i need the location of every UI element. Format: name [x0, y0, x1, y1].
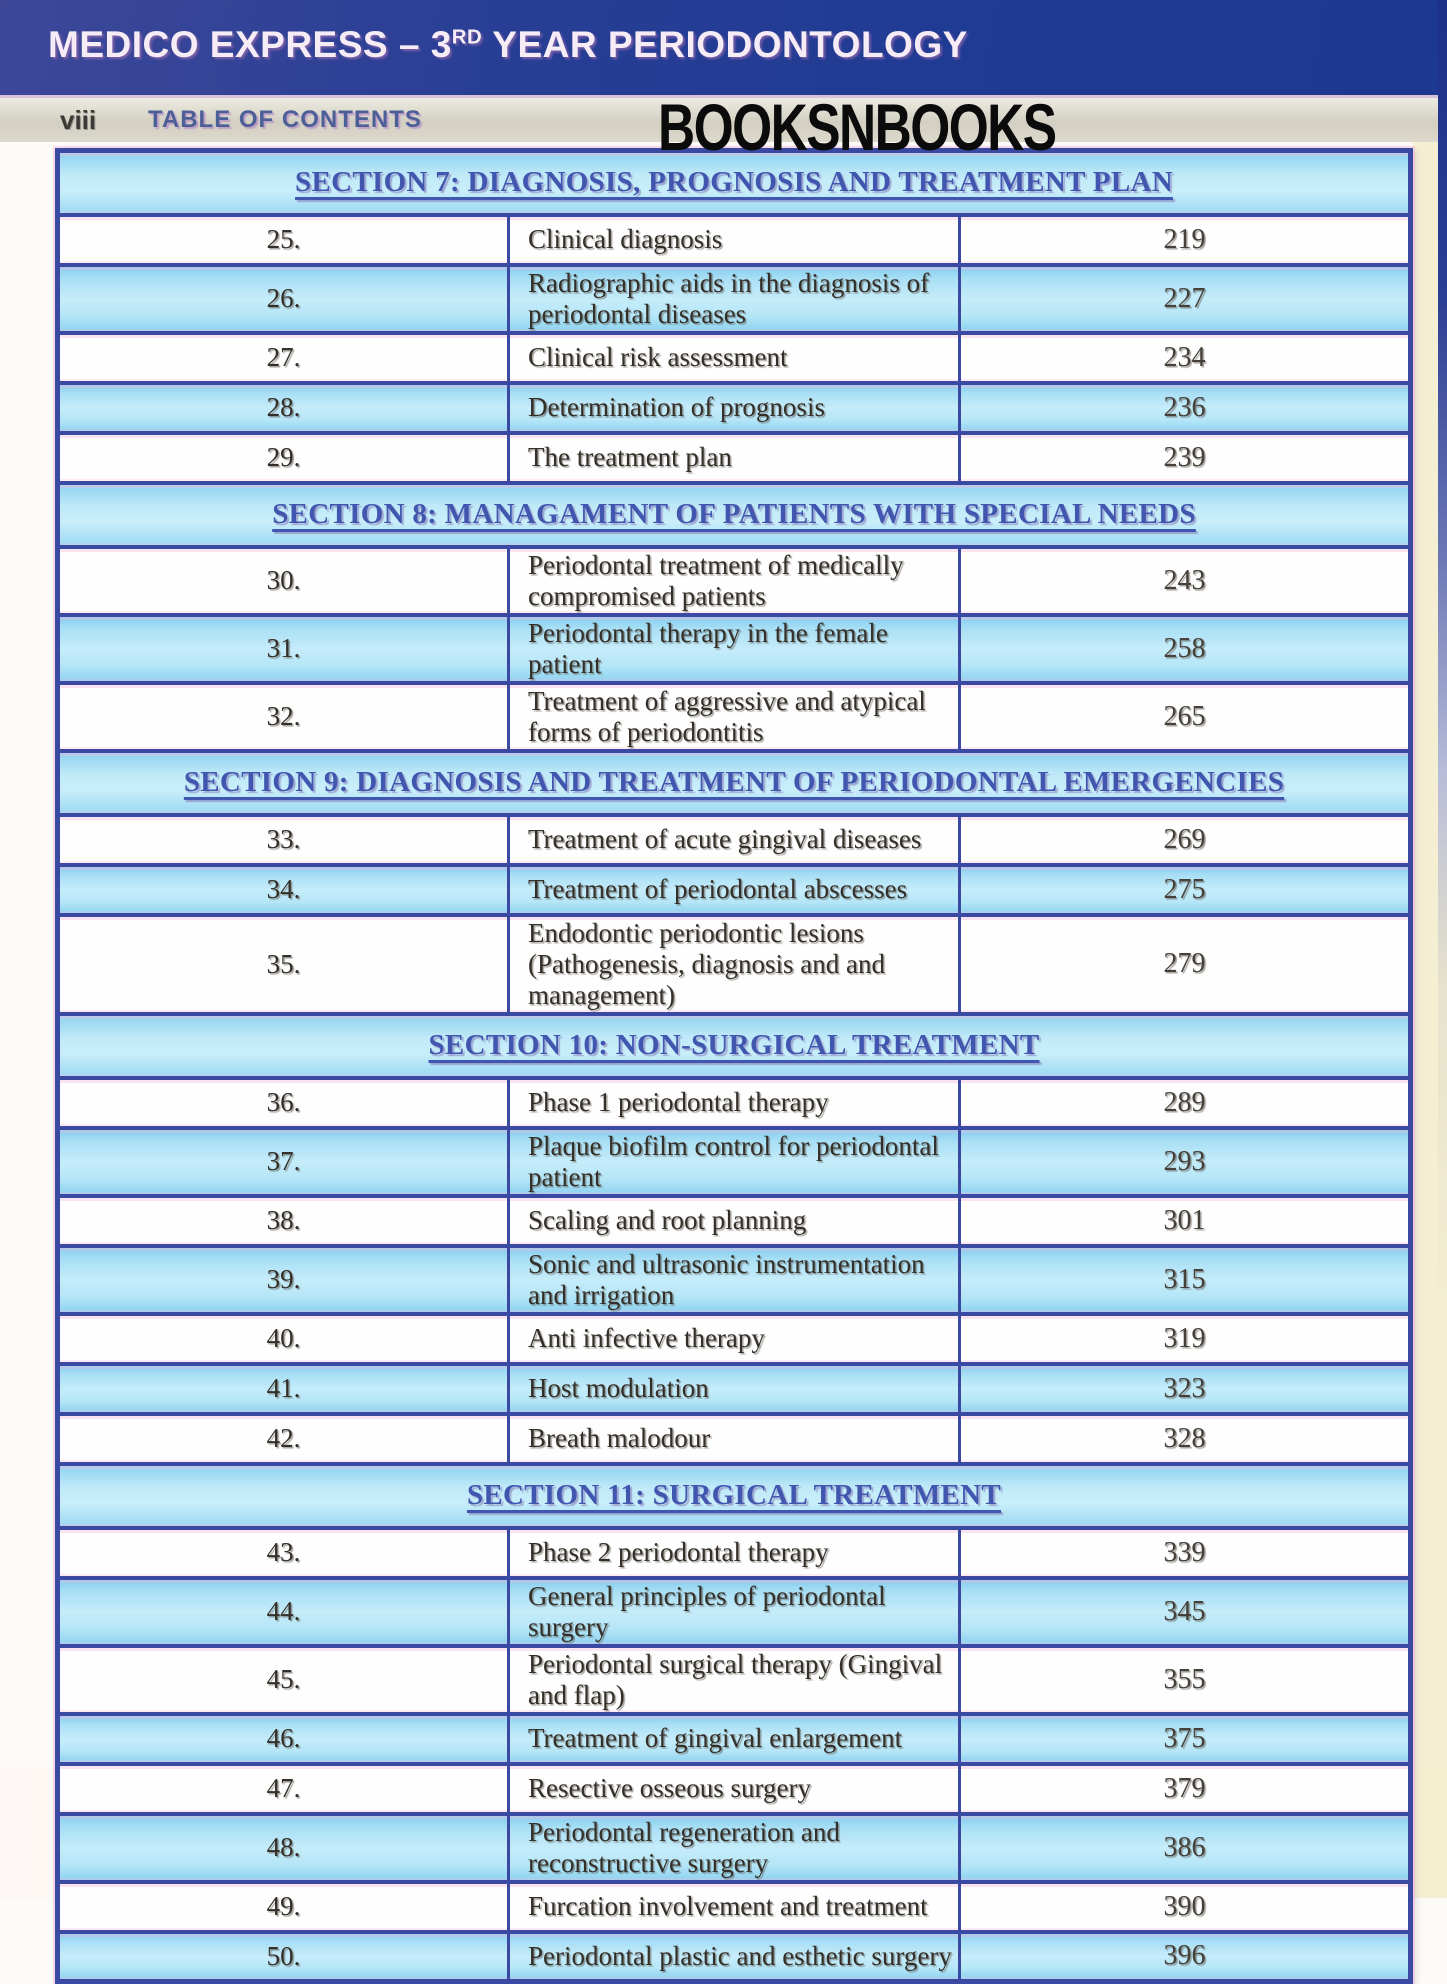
- toc-entry-number-cell: [58, 215, 509, 265]
- toc-entry-number-cell: [58, 1764, 509, 1814]
- toc-entry-row: [58, 1128, 1411, 1196]
- toc-entry-number: 29.: [266, 442, 301, 472]
- toc-section-cell: [58, 483, 1411, 547]
- toc-entry-title: Furcation involvement and treatment: [528, 1891, 928, 1921]
- toc-entry-page-cell: [960, 383, 1411, 433]
- toc-entry-page-cell: [960, 433, 1411, 483]
- toc-entry-page: 319: [1163, 1322, 1206, 1354]
- toc-entry-page-cell: [960, 1764, 1411, 1814]
- toc-entry-title: Periodontal regeneration and reconstructive surgery: [528, 1816, 840, 1878]
- toc-entry-title: Endodontic periodontic lesions (Pathogenesis, diagnosis and and management): [528, 917, 885, 1010]
- toc-entry-title-cell: [509, 915, 960, 1014]
- toc-section-title: SECTION 8: MANAGAMENT OF PATIENTS WITH SPECIAL NEEDS: [272, 498, 1196, 530]
- toc-entry-title-cell: [509, 1364, 960, 1414]
- toc-entry-number-cell: [58, 1714, 509, 1764]
- toc-entry-title: Phase 2 periodontal therapy: [528, 1537, 829, 1567]
- toc-entry-page: 227: [1163, 282, 1206, 314]
- toc-entry-page: 234: [1163, 341, 1206, 373]
- toc-entry-row: [58, 1814, 1411, 1882]
- toc-entry-number-cell: [58, 1364, 509, 1414]
- toc-section-row: [58, 1464, 1411, 1528]
- toc-entry-page-cell: [960, 215, 1411, 265]
- toc-entry-page-cell: [960, 265, 1411, 333]
- toc-entry-title-cell: [509, 215, 960, 265]
- toc-entry-row: [58, 815, 1411, 865]
- toc-entry-number: 48.: [266, 1832, 301, 1862]
- toc-entry-title: Periodontal surgical therapy (Gingival and flap): [528, 1648, 943, 1710]
- toc-entry-title: Phase 1 periodontal therapy: [528, 1087, 829, 1117]
- toc-entry-title: The treatment plan: [528, 442, 732, 472]
- toc-entry-number: 26.: [266, 283, 301, 313]
- toc-entry-number: 25.: [266, 224, 301, 254]
- toc-entry-title: Sonic and ultrasonic instrumentation and irrigation: [528, 1248, 925, 1310]
- toc-entry-page-cell: [960, 1578, 1411, 1646]
- toc-entry-number: 39.: [266, 1264, 301, 1294]
- toc-entry-number: 49.: [266, 1891, 301, 1921]
- toc-entry-page: 379: [1163, 1772, 1206, 1804]
- toc-entry-page-cell: [960, 1078, 1411, 1128]
- toc-entry-number-cell: [58, 1246, 509, 1314]
- toc-entry-row: [58, 1414, 1411, 1464]
- toc-entry-number: 41.: [266, 1373, 301, 1403]
- toc-entry-title-cell: [509, 615, 960, 683]
- toc-entry-page: 239: [1163, 441, 1206, 473]
- toc-entry-page: 375: [1163, 1722, 1206, 1754]
- toc-entry-page-cell: [960, 1364, 1411, 1414]
- toc-entry-title-cell: [509, 1882, 960, 1932]
- toc-entry-number-cell: [58, 383, 509, 433]
- toc-entry-title-cell: [509, 547, 960, 615]
- toc-entry-number-cell: [58, 547, 509, 615]
- toc-entry-page-cell: [960, 1646, 1411, 1714]
- toc-entry-title: Treatment of periodontal abscesses: [528, 874, 908, 904]
- toc-table: [55, 148, 1413, 1984]
- toc-entry-title: Determination of prognosis: [528, 392, 825, 422]
- toc-entry-title: Breath malodour: [528, 1423, 711, 1453]
- toc-entry-page-cell: [960, 1196, 1411, 1246]
- toc-entry-row: [58, 1578, 1411, 1646]
- toc-entry-row: [58, 333, 1411, 383]
- book-title-pre: MEDICO EXPRESS – 3: [48, 24, 452, 65]
- toc-entry-title: Treatment of acute gingival diseases: [528, 824, 922, 854]
- toc-entry-row: [58, 865, 1411, 915]
- toc-entry-title-cell: [509, 1714, 960, 1764]
- toc-section-cell: [58, 1464, 1411, 1528]
- toc-entry-page: 328: [1163, 1422, 1206, 1454]
- toc-entry-page: 293: [1163, 1145, 1206, 1177]
- toc-entry-row: [58, 615, 1411, 683]
- toc-entry-number-cell: [58, 1646, 509, 1714]
- toc-entry-page-cell: [960, 1128, 1411, 1196]
- toc-entry-page-cell: [960, 1814, 1411, 1882]
- toc-entry-row: [58, 1646, 1411, 1714]
- toc-entry-title: General principles of periodontal surgery: [528, 1580, 886, 1642]
- toc-entry-row: [58, 1932, 1411, 1982]
- page-number-roman: viii: [60, 105, 97, 135]
- toc-entry-number: 40.: [266, 1323, 301, 1353]
- toc-entry-title: Radiographic aids in the diagnosis of periodontal diseases: [528, 267, 930, 329]
- toc-section-title: SECTION 11: SURGICAL TREATMENT: [466, 1479, 1002, 1511]
- toc-entry-number: 31.: [266, 633, 301, 663]
- toc-entry-page: 243: [1163, 564, 1206, 596]
- toc-entry-title: Periodontal treatment of medically compromised patients: [528, 549, 904, 611]
- toc-entry-number-cell: [58, 1814, 509, 1882]
- book-spine-edge-shadow: [1438, 0, 1447, 1330]
- toc-entry-row: [58, 433, 1411, 483]
- toc-entry-number: 33.: [266, 824, 301, 854]
- toc-table-body: [58, 151, 1411, 1982]
- toc-entry-row: [58, 265, 1411, 333]
- toc-entry-number: 32.: [266, 701, 301, 731]
- toc-entry-row: [58, 1528, 1411, 1578]
- toc-entry-number-cell: [58, 1128, 509, 1196]
- toc-section-row: [58, 751, 1411, 815]
- toc-entry-row: [58, 1764, 1411, 1814]
- toc-entry-page-cell: [960, 1314, 1411, 1364]
- toc-entry-number: 30.: [266, 565, 301, 595]
- toc-entry-page: 396: [1163, 1940, 1206, 1972]
- toc-entry-page-cell: [960, 1246, 1411, 1314]
- toc-entry-title-cell: [509, 383, 960, 433]
- toc-section-cell: [58, 1014, 1411, 1078]
- toc-entry-number: 42.: [266, 1423, 301, 1453]
- toc-entry-page-cell: [960, 1714, 1411, 1764]
- toc-section-title: SECTION 10: NON-SURGICAL TREATMENT: [428, 1029, 1040, 1061]
- toc-entry-title: Anti infective therapy: [528, 1323, 765, 1353]
- toc-entry-row: [58, 383, 1411, 433]
- toc-entry-row: [58, 683, 1411, 751]
- toc-entry-title: Plaque biofilm control for periodontal patient: [528, 1130, 939, 1192]
- toc-entry-page: 269: [1163, 823, 1206, 855]
- toc-entry-page: 301: [1163, 1204, 1206, 1236]
- toc-entry-row: [58, 1078, 1411, 1128]
- toc-entry-title-cell: [509, 1246, 960, 1314]
- toc-entry-title: Clinical risk assessment: [528, 342, 788, 372]
- toc-entry-row: [58, 215, 1411, 265]
- toc-entry-page: 323: [1163, 1372, 1206, 1404]
- toc-entry-title: Host modulation: [528, 1373, 709, 1403]
- toc-entry-title-cell: [509, 865, 960, 915]
- toc-entry-number: 27.: [266, 342, 301, 372]
- toc-entry-page-cell: [960, 1414, 1411, 1464]
- toc-entry-title: Clinical diagnosis: [528, 224, 723, 254]
- toc-entry-title-cell: [509, 683, 960, 751]
- toc-entry-number-cell: [58, 915, 509, 1014]
- toc-entry-number: 47.: [266, 1773, 301, 1803]
- toc-entry-number: 38.: [266, 1205, 301, 1235]
- toc-entry-number-cell: [58, 265, 509, 333]
- toc-entry-number-cell: [58, 815, 509, 865]
- toc-entry-page-cell: [960, 333, 1411, 383]
- toc-entry-number-cell: [58, 1528, 509, 1578]
- toc-entry-title: Treatment of aggressive and atypical forms of periodontitis: [528, 685, 926, 747]
- table-of-contents-label: TABLE OF CONTENTS: [148, 106, 422, 133]
- toc-entry-title-cell: [509, 1814, 960, 1882]
- toc-entry-row: [58, 547, 1411, 615]
- toc-entry-page: 265: [1163, 700, 1206, 732]
- toc-entry-title: Periodontal therapy in the female patient: [528, 617, 888, 679]
- toc-entry-page: 339: [1163, 1536, 1206, 1568]
- toc-entry-number: 44.: [266, 1596, 301, 1626]
- toc-entry-page: 279: [1163, 948, 1206, 979]
- toc-entry-row: [58, 915, 1411, 1014]
- toc-entry-number: 35.: [266, 948, 301, 979]
- toc-entry-row: [58, 1714, 1411, 1764]
- toc-entry-number: 34.: [266, 874, 301, 904]
- toc-entry-title-cell: [509, 1314, 960, 1364]
- toc-entry-title-cell: [509, 1764, 960, 1814]
- toc-entry-title-cell: [509, 1528, 960, 1578]
- toc-entry-number-cell: [58, 865, 509, 915]
- toc-entry-title-cell: [509, 1932, 960, 1982]
- toc-entry-title-cell: [509, 1578, 960, 1646]
- toc-entry-page: 390: [1163, 1890, 1206, 1922]
- toc-entry-title-cell: [509, 1128, 960, 1196]
- book-header-banner: [0, 0, 1447, 98]
- toc-entry-number-cell: [58, 1414, 509, 1464]
- toc-entry-title-cell: [509, 1196, 960, 1246]
- toc-entry-number-cell: [58, 1078, 509, 1128]
- toc-entry-page: 258: [1163, 632, 1206, 664]
- toc-entry-row: [58, 1882, 1411, 1932]
- toc-entry-number: 43.: [266, 1537, 301, 1567]
- toc-entry-page-cell: [960, 1882, 1411, 1932]
- book-title-post: YEAR PERIODONTOLOGY: [482, 24, 968, 65]
- toc-section-row: [58, 1014, 1411, 1078]
- toc-entry-number: 28.: [266, 392, 301, 422]
- toc-entry-number: 36.: [266, 1087, 301, 1117]
- toc-entry-title-cell: [509, 1646, 960, 1714]
- toc-entry-page-cell: [960, 1932, 1411, 1982]
- toc-entry-number-cell: [58, 1932, 509, 1982]
- toc-entry-page: 386: [1163, 1831, 1206, 1863]
- toc-entry-number-cell: [58, 683, 509, 751]
- toc-section-row: [58, 483, 1411, 547]
- toc-entry-number-cell: [58, 1882, 509, 1932]
- toc-entry-row: [58, 1364, 1411, 1414]
- toc-entry-number-cell: [58, 1196, 509, 1246]
- toc-section-cell: [58, 751, 1411, 815]
- book-title-ordinal: RD: [451, 26, 483, 49]
- toc-entry-title: Periodontal plastic and esthetic surgery: [528, 1940, 952, 1971]
- toc-entry-page: 236: [1163, 391, 1206, 423]
- toc-entry-title: Treatment of gingival enlargement: [528, 1723, 903, 1753]
- toc-entry-page-cell: [960, 683, 1411, 751]
- book-title: [48, 24, 968, 66]
- toc-entry-title: Resective osseous surgery: [528, 1773, 811, 1803]
- toc-entry-number-cell: [58, 333, 509, 383]
- toc-entry-title: Scaling and root planning: [528, 1205, 807, 1235]
- toc-entry-page: 289: [1163, 1086, 1206, 1118]
- toc-entry-page: 355: [1163, 1663, 1206, 1695]
- toc-entry-page: 275: [1163, 873, 1206, 905]
- toc-entry-page: 345: [1163, 1595, 1206, 1627]
- toc-entry-number-cell: [58, 615, 509, 683]
- toc-entry-page: 315: [1163, 1263, 1206, 1295]
- toc-entry-title-cell: [509, 815, 960, 865]
- toc-entry-row: [58, 1196, 1411, 1246]
- toc-entry-page-cell: [960, 1528, 1411, 1578]
- toc-entry-row: [58, 1314, 1411, 1364]
- toc-entry-number-cell: [58, 1578, 509, 1646]
- toc-entry-page-cell: [960, 915, 1411, 1014]
- toc-entry-number-cell: [58, 433, 509, 483]
- toc-entry-title-cell: [509, 433, 960, 483]
- toc-entry-title-cell: [509, 1414, 960, 1464]
- toc-entry-page: 219: [1163, 223, 1206, 255]
- toc-entry-page-cell: [960, 615, 1411, 683]
- toc-section-title: SECTION 9: DIAGNOSIS AND TREATMENT OF PERIODONTAL EMERGENCIES: [183, 766, 1285, 798]
- toc-entry-number: 50.: [266, 1940, 301, 1971]
- toc-section-title: SECTION 7: DIAGNOSIS, PROGNOSIS AND TREATMENT PLAN: [295, 166, 1173, 199]
- toc-entry-number: 46.: [266, 1723, 301, 1753]
- toc-entry-title-cell: [509, 1078, 960, 1128]
- toc-entry-number: 37.: [266, 1146, 301, 1176]
- bookstore-watermark: BOOKSNBOOKS: [658, 90, 1056, 164]
- toc-entry-number-cell: [58, 1314, 509, 1364]
- toc-entry-page-cell: [960, 865, 1411, 915]
- toc-entry-title-cell: [509, 333, 960, 383]
- toc-entry-number: 45.: [266, 1664, 301, 1694]
- toc-entry-page-cell: [960, 815, 1411, 865]
- toc-entry-page-cell: [960, 547, 1411, 615]
- toc-entry-row: [58, 1246, 1411, 1314]
- toc-entry-title-cell: [509, 265, 960, 333]
